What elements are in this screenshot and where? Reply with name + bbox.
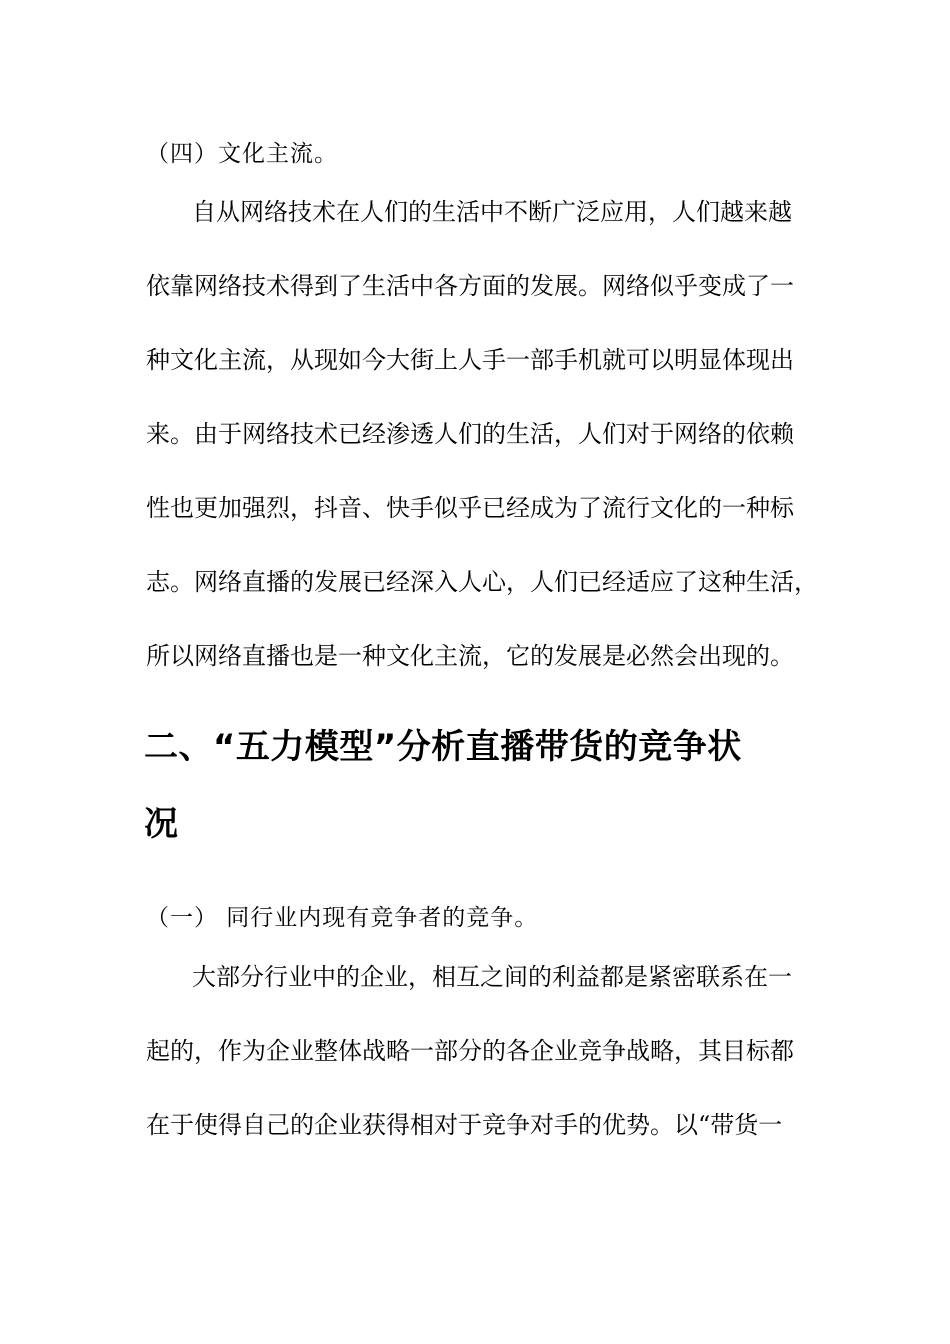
paragraph-line: 大部分行业中的企业，相互之间的利益都是紧密联系在一 (192, 963, 792, 991)
section-2-title-continued: 况 (144, 804, 179, 844)
paragraph-line: 依靠网络技术得到了生活中各方面的发展。网络似乎变成了一 (146, 272, 794, 300)
subsection-4-title: （四）文化主流。 (146, 141, 338, 167)
paragraph-line: 性也更加强烈，抖音、快手似乎已经成为了流行文化的一种标 (146, 494, 794, 522)
paragraph-line: 种文化主流，从现如今大街上人手一部手机就可以明显体现出 (146, 346, 794, 374)
paragraph-line: 在于使得自己的企业获得相对于竞争对手的优势。以“带货一 (146, 1111, 783, 1139)
paragraph-line: 来。由于网络技术已经渗透人们的生活，人们对于网络的依赖 (146, 420, 794, 448)
paragraph-line: 起的，作为企业整体战略一部分的各企业竞争战略，其目标都 (146, 1037, 794, 1065)
subsection-1-title: （一） 同行业内现有竞争者的竞争。 (146, 905, 539, 931)
paragraph-line: 所以网络直播也是一种文化主流，它的发展是必然会出现的。 (146, 642, 794, 670)
paragraph-line: 自从网络技术在人们的生活中不断广泛应用，人们越来越 (192, 198, 792, 226)
paragraph-line: 志。网络直播的发展已经深入人心，人们已经适应了这种生活， (146, 568, 818, 596)
section-2-title: 二、“五力模型”分析直播带货的竞争状 (144, 727, 742, 767)
